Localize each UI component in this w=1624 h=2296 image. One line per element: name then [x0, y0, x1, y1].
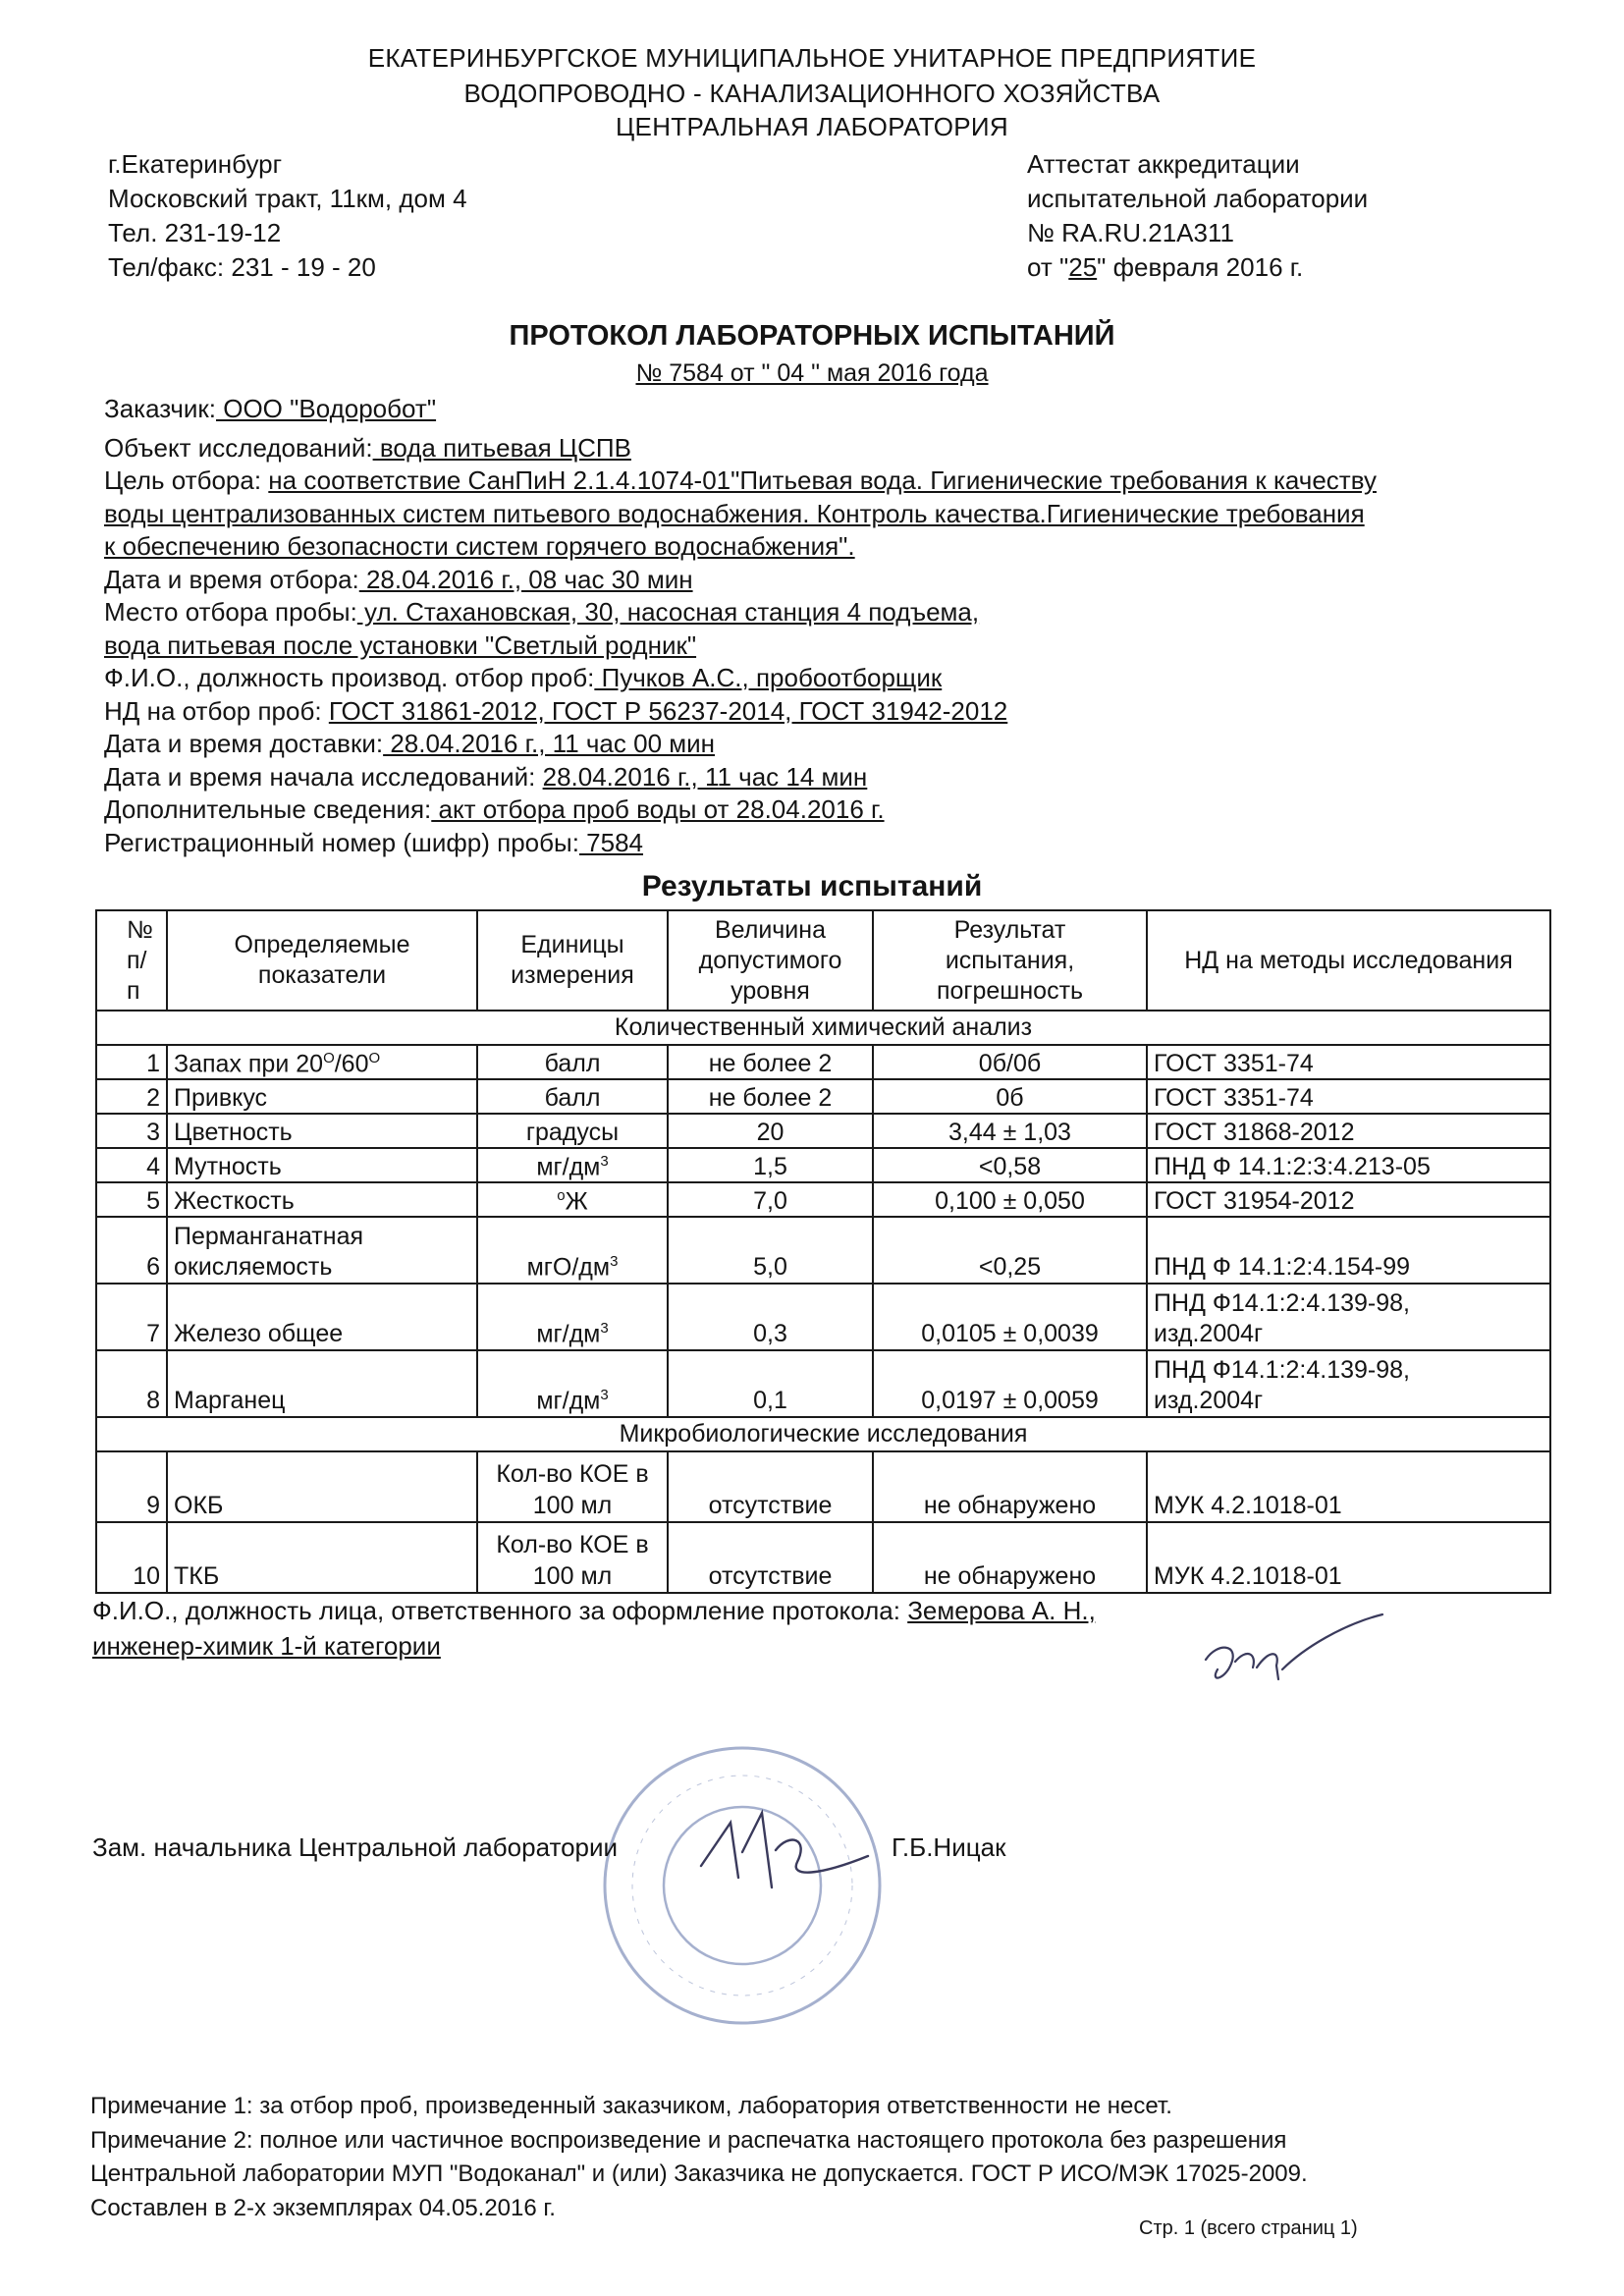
field-label: Дата и время отбора:	[104, 564, 359, 594]
address-fax: Тел/факс: 231 - 19 - 20	[108, 252, 376, 282]
cell-indicator: Мутность	[167, 1148, 477, 1182]
cell-units	[477, 1284, 668, 1350]
cell-units	[477, 1522, 668, 1593]
cell-units	[477, 1148, 668, 1182]
indicator-line2: окисляемость	[174, 1253, 333, 1281]
field-value: на соответствие СанПиН 2.1.4.1074-01"Питьевая вода. Гигиенические требования к качеству	[268, 465, 1377, 495]
page-number: Стр. 1 (всего страниц 1)	[1139, 2217, 1358, 2239]
cell-units	[477, 1350, 668, 1417]
cell-limit: 20	[668, 1114, 873, 1148]
field-value: вода питьевая ЦСПВ	[372, 432, 631, 463]
cell-method	[1147, 1284, 1550, 1350]
table-row	[96, 1079, 1550, 1114]
cell-indicator: Марганец	[167, 1350, 477, 1417]
field-value: ул. Стахановская, 30, насосная станция 4 подъема,	[356, 597, 980, 627]
field-value: Пучков А.С., пробоотборщик	[594, 663, 943, 692]
header-indicator: Определяемые показатели	[167, 910, 477, 1011]
table-header-row	[96, 910, 1550, 1011]
field-label: Заказчик:	[104, 394, 217, 423]
cell-indicator: ОКБ	[167, 1451, 477, 1522]
cell-result: 0б	[873, 1079, 1147, 1114]
org-name-line2: ВОДОПРОВОДНО - КАНАЛИЗАЦИОННОГО ХОЗЯЙСТВА	[463, 79, 1161, 108]
accreditation-block	[1027, 147, 1368, 285]
cell-num: 2	[96, 1079, 167, 1114]
results-title: Результаты испытаний	[641, 870, 983, 902]
cell-method: МУК 4.2.1018-01	[1147, 1451, 1550, 1522]
note-line: Центральной лаборатории МУП "Водоканал" и (или) Заказчика не допускается. ГОСТ Р ИСО/МЭК 17025-2009.	[90, 2160, 1308, 2187]
cell-method: ГОСТ 3351-74	[1147, 1045, 1550, 1079]
responsible-block	[92, 1593, 1096, 1664]
method-line2: изд.2004г	[1154, 1387, 1264, 1414]
field-value: ГОСТ 31861-2012, ГОСТ Р 56237-2014, ГОСТ 31942-2012	[328, 695, 1008, 726]
cell-limit: не более 2	[668, 1079, 873, 1114]
units-text: мг/дм	[536, 1320, 601, 1347]
responsible-label: Ф.И.О., должность лица, ответственного за оформление протокола:	[92, 1596, 908, 1625]
field-object	[104, 432, 1538, 465]
field-place	[104, 596, 1538, 629]
note-line: Примечание 2: полное или частичное воспроизведение и распечатка настоящего протокола без разрешения	[90, 2126, 1287, 2154]
field-label: Место отбора пробы:	[104, 597, 357, 627]
table-row	[96, 1284, 1550, 1350]
boss-signature-icon	[691, 1793, 878, 1911]
table-row	[96, 1148, 1550, 1182]
cell-indicator: Железо общее	[167, 1284, 477, 1350]
accreditation-number: № RA.RU.21A311	[1027, 218, 1234, 247]
cell-result: 0б/0б	[873, 1045, 1147, 1079]
field-value: ООО "Водоробот"	[216, 394, 437, 423]
field-label: Регистрационный номер (шифр) пробы:	[104, 827, 579, 857]
cell-result: не обнаружено	[873, 1451, 1147, 1522]
field-value: акт отбора проб воды от 28.04.2016 г.	[431, 794, 885, 824]
responsible-signature-icon	[1196, 1611, 1392, 1699]
responsible-line	[92, 1593, 1096, 1628]
cell-limit: 1,5	[668, 1148, 873, 1182]
units-line1: Кол-во КОЕ в	[496, 1531, 649, 1558]
table-row	[96, 1182, 1550, 1217]
accreditation-line1: Аттестат аккредитации	[1027, 149, 1300, 179]
accreditation-date-prefix: от "	[1027, 252, 1069, 282]
cell-limit: 0,1	[668, 1350, 873, 1417]
cell-method: ПНД Ф 14.1:2:4.154-99	[1147, 1217, 1550, 1284]
field-reg-number	[104, 827, 1538, 860]
cell-result: 0,0105 ± 0,0039	[873, 1284, 1147, 1350]
cell-result: <0,58	[873, 1148, 1147, 1182]
units-sup: 3	[610, 1252, 619, 1270]
cell-indicator	[167, 1045, 477, 1079]
cell-indicator: Жесткость	[167, 1182, 477, 1217]
cell-num: 5	[96, 1182, 167, 1217]
cell-num: 9	[96, 1451, 167, 1522]
units-sup: 3	[600, 1152, 609, 1170]
field-value: вода питьевая после установки "Светлый родник"	[104, 629, 697, 660]
address-city: г.Екатеринбург	[108, 149, 283, 179]
field-value: воды централизованных систем питьевого водоснабжения. Контроль качества.Гигиенические требования	[104, 498, 1365, 528]
field-extra	[104, 793, 1538, 827]
degree-sup: O	[323, 1049, 335, 1066]
cell-result: 0,100 ± 0,050	[873, 1182, 1147, 1217]
field-label: Цель отбора:	[104, 465, 269, 495]
header-num: № п/п	[96, 910, 167, 1011]
method-line1: ПНД Ф14.1:2:4.139-98,	[1154, 1289, 1410, 1317]
field-sampling-time	[104, 564, 1538, 597]
field-value: 28.04.2016 г., 11 час 00 мин	[383, 729, 716, 758]
section-row	[96, 1417, 1550, 1451]
org-name-line3: ЦЕНТРАЛЬНАЯ ЛАБОРАТОРИЯ	[616, 112, 1008, 141]
section-chemical: Количественный химический анализ	[96, 1011, 1550, 1045]
field-start	[104, 761, 1538, 794]
table-row	[96, 1522, 1550, 1593]
cell-indicator: ТКБ	[167, 1522, 477, 1593]
field-value: 7584	[578, 827, 644, 857]
accreditation-date	[1027, 250, 1368, 285]
accreditation-date-day: 25	[1068, 252, 1098, 282]
units-text: Ж	[565, 1187, 588, 1215]
org-name-line1: ЕКАТЕРИНБУРГСКОЕ МУНИЦИПАЛЬНОЕ УНИТАРНОЕ ПРЕДПРИЯТИЕ	[367, 43, 1257, 73]
header-limit: Величина допустимого уровня	[668, 910, 873, 1011]
cell-units: градусы	[477, 1114, 668, 1148]
units-text: мг/дм	[536, 1153, 601, 1180]
table-row	[96, 1045, 1550, 1079]
field-value: 28.04.2016 г., 08 час 30 мин	[358, 564, 693, 594]
field-purpose-cont	[104, 530, 1538, 564]
cell-num: 10	[96, 1522, 167, 1593]
header-method: НД на методы исследования	[1147, 910, 1550, 1011]
table-row	[96, 1114, 1550, 1148]
note-line: Примечание 1: за отбор проб, произведенный заказчиком, лаборатория ответственности не несет.	[90, 2093, 1172, 2119]
signoff-position: Зам. начальника Центральной лаборатории	[92, 1832, 619, 1862]
protocol-fields	[104, 393, 1538, 859]
field-label: Дополнительные сведения:	[104, 794, 432, 824]
field-customer	[104, 393, 1538, 426]
accreditation-line2: испытательной лаборатории	[1027, 184, 1369, 213]
field-value: к обеспечению безопасности систем горячего водоснабжения".	[104, 531, 855, 561]
field-label: Дата и время доставки:	[104, 729, 384, 758]
units-line2: 100 мл	[532, 1492, 613, 1519]
cell-limit: 5,0	[668, 1217, 873, 1284]
field-label: Ф.И.О., должность производ. отбор проб:	[104, 663, 595, 692]
cell-method: ПНД Ф 14.1:2:3:4.213-05	[1147, 1148, 1550, 1182]
results-table	[95, 909, 1551, 1594]
cell-limit: не более 2	[668, 1045, 873, 1079]
address-phone: Тел. 231-19-12	[108, 218, 282, 247]
protocol-number	[0, 359, 1624, 388]
field-purpose	[104, 465, 1538, 498]
units-text: мгО/дм	[526, 1253, 611, 1281]
method-line1: ПНД Ф14.1:2:4.139-98,	[1154, 1356, 1410, 1384]
field-purpose-cont	[104, 498, 1538, 531]
header-units: Единицы измерения	[477, 910, 668, 1011]
cell-units	[477, 1182, 668, 1217]
table-row	[96, 1217, 1550, 1284]
field-place-cont	[104, 629, 1538, 663]
cell-units	[477, 1451, 668, 1522]
units-text: мг/дм	[536, 1387, 601, 1414]
signoff-name: Г.Б.Ницак	[892, 1832, 1006, 1862]
cell-result: 0,0197 ± 0,0059	[873, 1350, 1147, 1417]
cell-limit: отсутствие	[668, 1451, 873, 1522]
cell-num: 4	[96, 1148, 167, 1182]
degree-sup: O	[368, 1049, 381, 1066]
lab-address	[108, 147, 467, 285]
units-line1: Кол-во КОЕ в	[496, 1460, 649, 1488]
cell-units: балл	[477, 1045, 668, 1079]
cell-units	[477, 1217, 668, 1284]
indicator-text: Запах при 20	[174, 1050, 324, 1077]
cell-indicator: Цветность	[167, 1114, 477, 1148]
cell-num: 8	[96, 1350, 167, 1417]
cell-limit: 7,0	[668, 1182, 873, 1217]
address-street: Московский тракт, 11км, дом 4	[108, 184, 467, 213]
cell-num: 6	[96, 1217, 167, 1284]
units-sup: 3	[600, 1386, 609, 1403]
notes-block	[90, 2090, 1308, 2225]
field-value: 28.04.2016 г., 11 час 14 мин	[542, 761, 868, 792]
field-nd	[104, 695, 1538, 729]
cell-result: 3,44 ± 1,03	[873, 1114, 1147, 1148]
cell-num: 1	[96, 1045, 167, 1079]
field-label: Объект исследований:	[104, 432, 373, 463]
protocol-title: ПРОТОКОЛ ЛАБОРАТОРНЫХ ИСПЫТАНИЙ	[509, 320, 1115, 352]
cell-num: 7	[96, 1284, 167, 1350]
cell-num: 3	[96, 1114, 167, 1148]
table-row	[96, 1350, 1550, 1417]
field-delivery	[104, 728, 1538, 761]
field-sampler	[104, 662, 1538, 695]
header-result: Результат испытания, погрешность	[873, 910, 1147, 1011]
accreditation-date-suffix: " февраля 2016 г.	[1097, 252, 1304, 282]
units-line2: 100 мл	[532, 1562, 613, 1590]
field-label: НД на отбор проб:	[104, 695, 329, 726]
section-micro: Микробиологические исследования	[96, 1417, 1550, 1451]
note-line: Составлен в 2-х экземплярах 04.05.2016 г.	[90, 2194, 556, 2221]
responsible-name: Земерова А. Н.,	[907, 1596, 1096, 1625]
degree-sup: o	[557, 1186, 566, 1204]
protocol-number-text: № 7584 от " 04 " мая 2016 года	[635, 359, 989, 387]
units-sup: 3	[600, 1319, 609, 1337]
indicator-text-mid: /60	[334, 1050, 369, 1077]
cell-indicator: Привкус	[167, 1079, 477, 1114]
cell-method: ГОСТ 31868-2012	[1147, 1114, 1550, 1148]
section-row	[96, 1011, 1550, 1045]
cell-limit: 0,3	[668, 1284, 873, 1350]
cell-method: ГОСТ 31954-2012	[1147, 1182, 1550, 1217]
cell-limit: отсутствие	[668, 1522, 873, 1593]
responsible-position: инженер-химик 1-й категории	[92, 1631, 441, 1661]
field-label: Дата и время начала исследований:	[104, 761, 543, 792]
cell-method: МУК 4.2.1018-01	[1147, 1522, 1550, 1593]
cell-method	[1147, 1350, 1550, 1417]
table-row	[96, 1451, 1550, 1522]
cell-result: не обнаружено	[873, 1522, 1147, 1593]
cell-result: <0,25	[873, 1217, 1147, 1284]
cell-indicator	[167, 1217, 477, 1284]
indicator-line1: Перманганатная	[174, 1223, 364, 1250]
cell-units: балл	[477, 1079, 668, 1114]
cell-method: ГОСТ 3351-74	[1147, 1079, 1550, 1114]
method-line2: изд.2004г	[1154, 1320, 1264, 1347]
